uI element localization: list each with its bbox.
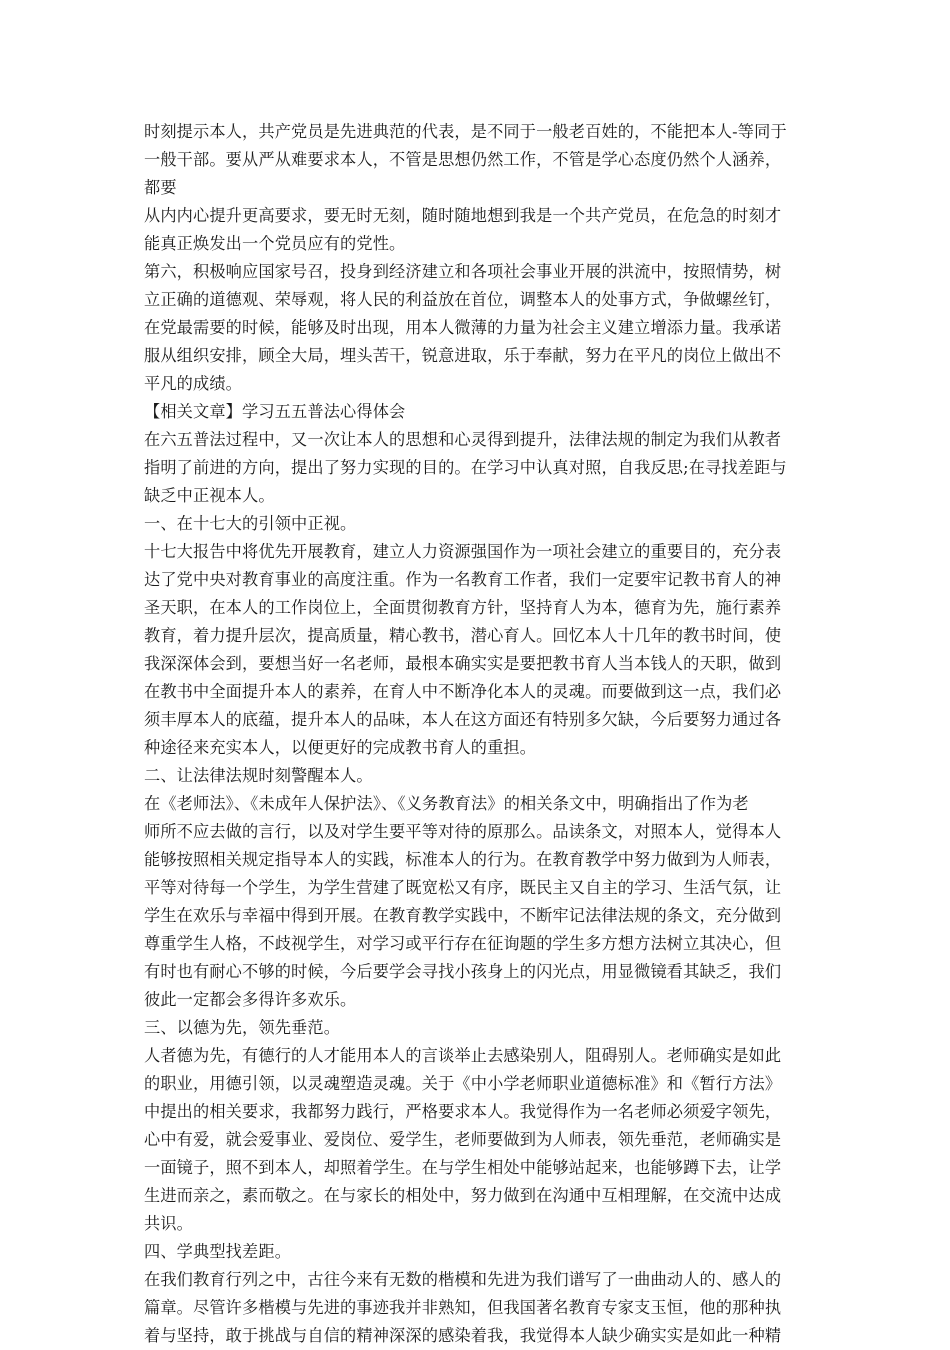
text-line: 缺乏中正视本人。 [144,486,275,505]
text-line: 平等对待每一个学生，为学生营建了既宽松又有序，既民主又自主的学习、生活气氛，让 [144,878,782,897]
text-line: 师所不应去做的言行，以及对学生要平等对待的原那么。品读条文，对照本人，觉得本人 [144,822,782,841]
text-line: 在教书中全面提升本人的素养，在育人中不断净化本人的灵魂。而要做到这一点，我们必 [144,682,782,701]
text-line: 能真正焕发出一个党员应有的党性。 [144,234,406,253]
text-line: 能够按照相关规定指导本人的实践，标准本人的行为。在教育教学中努力做到为人师表， [144,850,782,869]
text-line: 在我们教育行列之中，古往今来有无数的楷模和先进为我们谱写了一曲曲动人的、感人的 [144,1270,782,1289]
document-body [144,118,816,1350]
text-line: 平凡的成绩。 [144,374,243,393]
text-line: 有时也有耐心不够的时候，今后要学会寻找小孩身上的闪光点，用显微镜看其缺乏，我们 [144,962,782,981]
text-line: 一般干部。要从严从难要求本人，不管是思想仍然工作，不管是学心态度仍然个人涵养， [144,150,782,169]
text-line: 在《老师法》、《未成年人保护法》、《义务教育法》的相关条文中，明确指出了作为老 [144,794,749,813]
text-line: 共识。 [144,1214,194,1233]
text-line: 三、以德为先，领先垂范。 [144,1018,341,1037]
text-line: 彼此一定都会多得许多欢乐。 [144,990,357,1009]
text-line: 我深深体会到，要想当好一名老师，最根本确实实是要把教书育人当本钱人的天职，做到 [144,654,782,673]
text-line: 十七大报告中将优先开展教育，建立人力资源强国作为一项社会建立的重要目的，充分表 [144,542,782,561]
text-line: 都要 [144,178,177,197]
text-line: 在六五普法过程中，又一次让本人的思想和心灵得到提升，法律法规的制定为我们从教者 [144,430,782,449]
text-line: 四、学典型找差距。 [144,1242,292,1261]
text-line: 时刻提示本人，共产党员是先进典范的代表，是不同于一般老百姓的，不能把本人-等同于 [144,122,787,141]
text-line: 在党最需要的时候，能够及时出现，用本人微薄的力量为社会主义建立增添力量。我承诺 [144,318,782,337]
text-line: 尊重学生人格，不歧视学生，对学习或平行存在征询题的学生多方想方法树立其决心，但 [144,934,782,953]
text-line: 一、在十七大的引领中正视。 [144,514,357,533]
text-line: 第六，积极响应国家号召，投身到经济建立和各项社会事业开展的洪流中，按照情势，树 [144,262,782,281]
text-line: 的职业，用德引领，以灵魂塑造灵魂。关于《中小学老师职业道德标准》和《暂行方法》 [144,1074,782,1093]
text-line: 心中有爱，就会爱事业、爱岗位、爱学生，老师要做到为人师表，领先垂范，老师确实是 [144,1130,782,1149]
text-line: 二、让法律法规时刻警醒本人。 [144,766,373,785]
text-line: 种途径来充实本人，以便更好的完成教书育人的重担。 [144,738,537,757]
text-line: 人者德为先，有德行的人才能用本人的言谈举止去感染别人，阻碍别人。老师确实是如此 [144,1046,782,1065]
text-line: 学生在欢乐与幸福中得到开展。在教育教学实践中，不断牢记法律法规的条文，充分做到 [144,906,782,925]
text-line: 篇章。尽管许多楷模与先进的事迹我并非熟知，但我国著名教育专家支玉恒，他的那种执 [144,1298,782,1317]
text-line: 立正确的道德观、荣辱观，将人民的利益放在首位，调整本人的处事方式，争做螺丝钉， [144,290,782,309]
text-line: 圣天职，在本人的工作岗位上，全面贯彻教育方针，坚持育人为本，德育为先，施行素养 [144,598,782,617]
text-line: 教育，着力提升层次，提高质量，精心教书，潜心育人。回忆本人十几年的教书时间，使 [144,626,782,645]
text-line: 从内内心提升更高要求，要无时无刻，随时随地想到我是一个共产党员，在危急的时刻才 [144,206,782,225]
text-line: 指明了前进的方向，提出了努力实现的目的。在学习中认真对照，自我反思;在寻找差距与 [144,458,787,477]
text-line: 一面镜子，照不到本人，却照着学生。在与学生相处中能够站起来，也能够蹲下去，让学 [144,1158,782,1177]
text-line: 须丰厚本人的底蕴，提升本人的品味，本人在这方面还有特别多欠缺，今后要努力通过各 [144,710,782,729]
text-line: 【相关文章】学习五五普法心得体会 [144,402,406,421]
text-line: 中提出的相关要求，我都努力践行，严格要求本人。我觉得作为一名老师必须爱字领先， [144,1102,782,1121]
text-line: 达了党中央对教育事业的高度注重。作为一名教育工作者，我们一定要牢记教书育人的神 [144,570,782,589]
text-line: 生进而亲之，素而敬之。在与家长的相处中，努力做到在沟通中互相理解，在交流中达成 [144,1186,782,1205]
text-line: 着与坚持，敢于挑战与自信的精神深深的感染着我，我觉得本人缺少确实实是如此一种精 [144,1326,782,1345]
text-line: 服从组织安排，顾全大局，埋头苦干，锐意进取，乐于奉献，努力在平凡的岗位上做出不 [144,346,782,365]
